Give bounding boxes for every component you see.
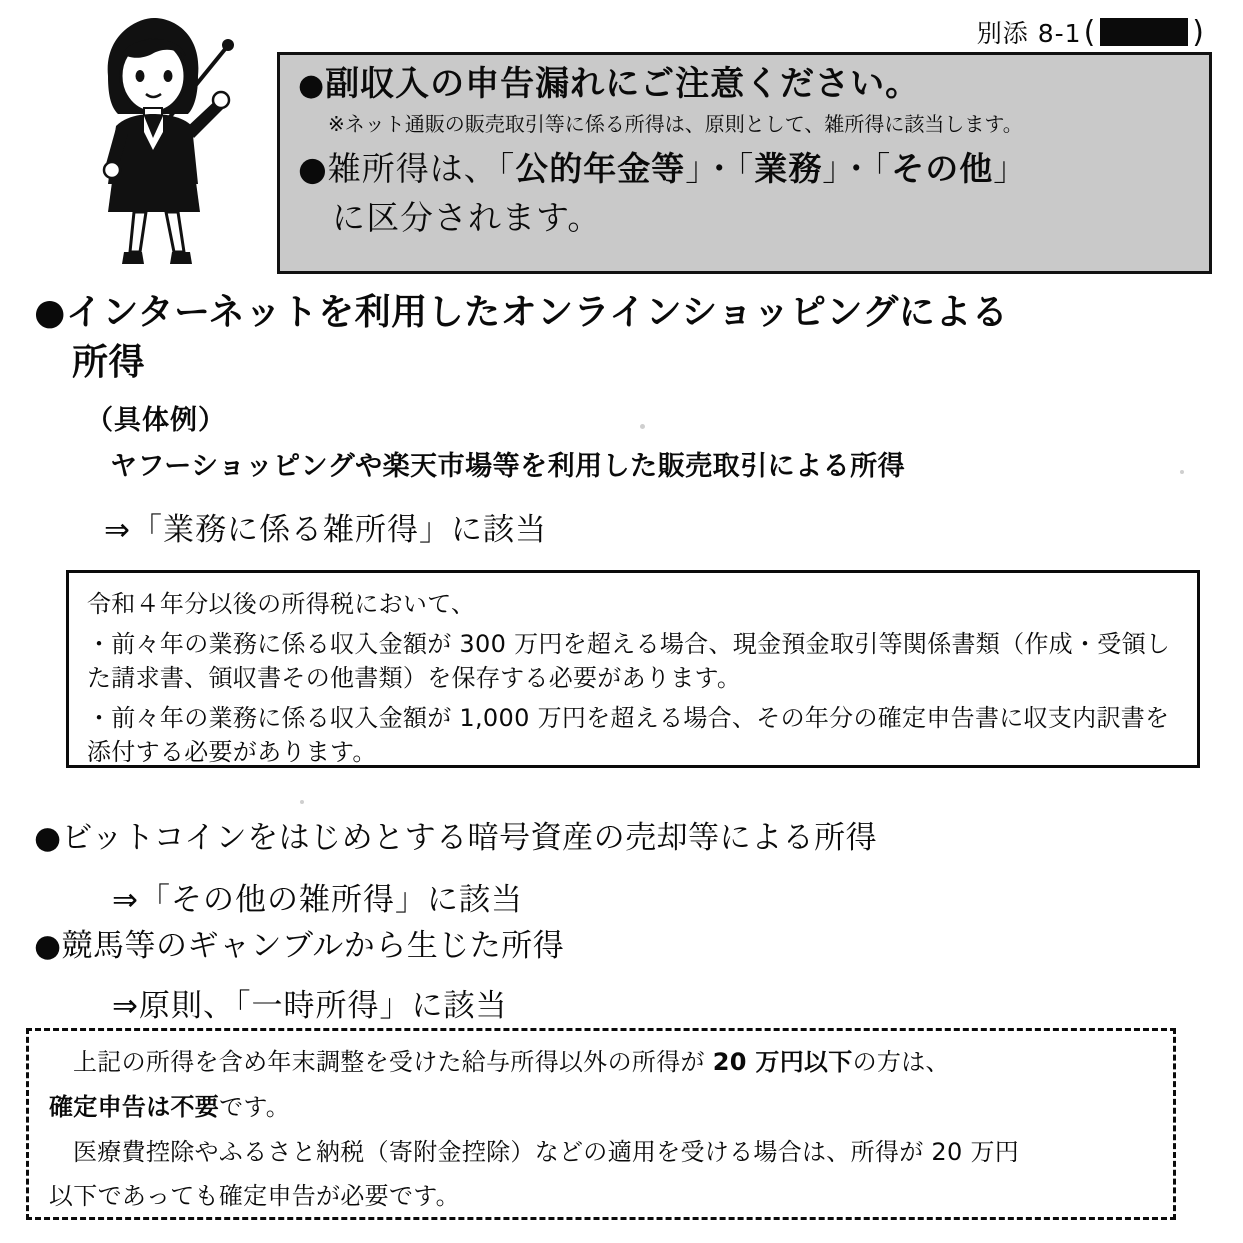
- threshold-amount: 20 万円以下: [712, 1048, 853, 1076]
- notice-heading-line2: [298, 143, 1195, 190]
- dashed-box-line4: 以下であっても確定申告が必要です。: [49, 1182, 460, 1211]
- scan-speck: [1180, 470, 1184, 474]
- dashed-box-line2: [49, 1090, 1153, 1125]
- section1-heading-line1: ●インターネットを利用したオンラインショッピングによる: [34, 292, 1009, 333]
- document-reference-header: [977, 14, 1207, 50]
- solid-box-line3: ・前々年の業務に係る収入金額が 1,000 万円を超える場合、その年分の確定申告書に収支内訳書を添付する必要があります。: [87, 704, 1170, 767]
- notice-line2-c: 」・「: [685, 149, 755, 189]
- notice-line2-d: 」・「: [822, 149, 892, 189]
- notice-heading-line3: に区分されます。: [332, 198, 602, 238]
- section3-conclusion: ⇒原則、「一時所得」に該当: [112, 988, 508, 1024]
- notice-subnote: ※ネット通販の販売取引等に係る所得は、原則として、雑所得に該当します。: [328, 112, 1023, 137]
- notice-heading-rest: にご注意ください。: [605, 64, 921, 104]
- dashed-box-line3: 医療費控除やふるさと納税（寄附金控除）などの適用を受ける場合は、所得が 20 万円: [73, 1137, 1020, 1166]
- filing-exemption-box: [26, 1028, 1176, 1220]
- paren-close: ): [1192, 14, 1205, 50]
- attention-notice-box: [277, 52, 1212, 274]
- dashed-line2-rest: です。: [219, 1092, 291, 1121]
- section2-conclusion: ⇒「その他の雑所得」に該当: [112, 882, 523, 918]
- section1-heading-line2: 所得: [72, 342, 146, 383]
- notice-line2-a: 雑所得は、「: [327, 149, 516, 189]
- section3-heading: ●競馬等のギャンブルから生じた所得: [34, 928, 565, 964]
- no-filing-required-emphasis: 確定申告は不要: [49, 1092, 220, 1121]
- paren-open: (: [1083, 14, 1097, 50]
- section1-example: ヤフーショッピングや楽天市場等を利用した販売取引による所得: [110, 451, 906, 482]
- notice-line2-e: 」: [993, 149, 1028, 189]
- section1-conclusion: ⇒「業務に係る雑所得」に該当: [104, 512, 547, 548]
- solid-box-line2: ・前々年の業務に係る収入金額が 300 万円を超える場合、現金預金取引等関係書類（作成・受領した請求書、領収書その他書類）を保存する必要があります。: [87, 630, 1171, 693]
- reference-label: 別添 8-1: [976, 19, 1082, 48]
- notice-heading-emphasis: 副収入の申告漏れ: [325, 64, 606, 104]
- dashed-box-line1: [49, 1045, 1153, 1080]
- dashed-line1-a: 上記の所得を含め年末調整を受けた給与所得以外の所得が: [73, 1048, 713, 1076]
- woman-with-pointer-icon: [78, 14, 253, 279]
- category-public-pension: 公的年金等: [515, 149, 686, 189]
- category-business: 業務: [754, 149, 823, 189]
- notice-heading-line1: [298, 65, 1195, 104]
- solid-box-line1: 令和４年分以後の所得税において、: [87, 590, 476, 618]
- scan-speck: [300, 800, 304, 804]
- recordkeeping-requirements-box: [66, 570, 1200, 768]
- dashed-line1-b: の方は、: [852, 1048, 950, 1076]
- scan-speck: [640, 424, 645, 429]
- section1-subheading: （具体例）: [86, 405, 226, 436]
- category-other: その他: [891, 149, 994, 189]
- bullet-dot-icon-2: ●: [298, 149, 328, 189]
- redacted-block: [1100, 18, 1188, 46]
- bullet-dot-icon: ●: [298, 68, 326, 103]
- section2-heading: ●ビットコインをはじめとする暗号資産の売却等による所得: [34, 820, 878, 856]
